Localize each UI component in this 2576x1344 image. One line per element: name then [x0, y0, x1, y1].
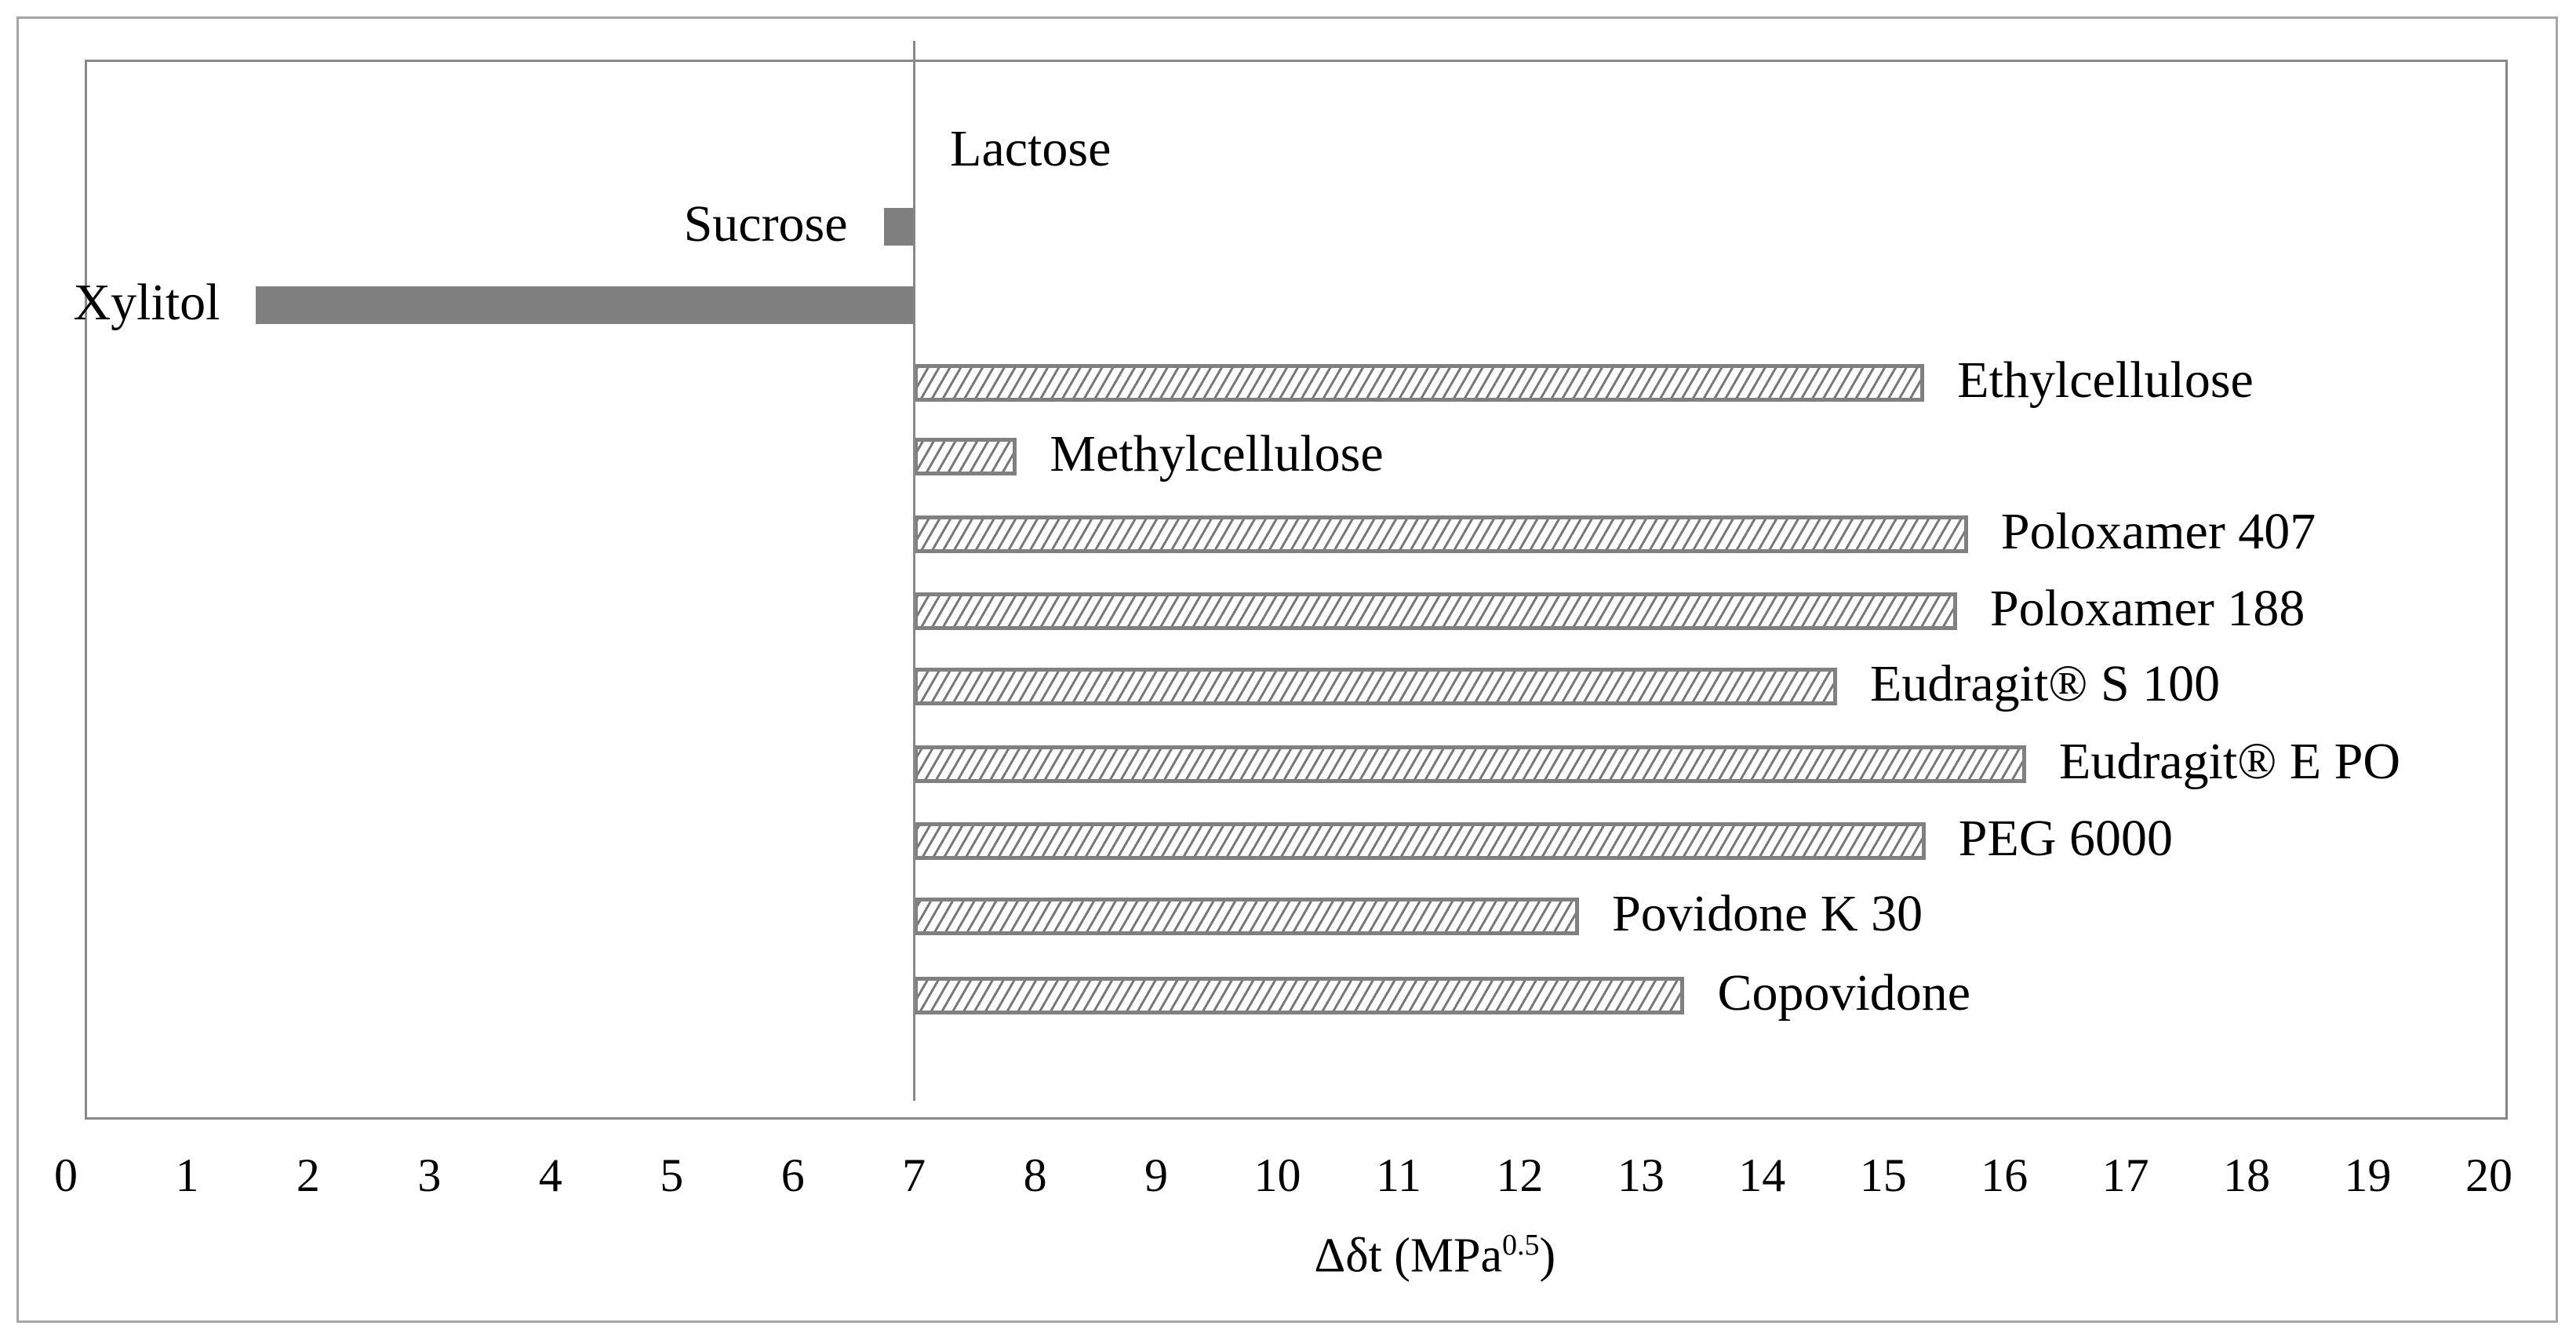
- x-tick-label: 12: [1496, 1149, 1544, 1201]
- x-tick-label: 4: [538, 1149, 562, 1201]
- x-tick-label: 20: [2465, 1149, 2512, 1201]
- bar-xylitol: [256, 286, 914, 324]
- bar-label: Methylcellulose: [1050, 425, 1384, 483]
- x-tick-label: 2: [296, 1149, 320, 1201]
- bar-label: Poloxamer 188: [1989, 579, 2305, 637]
- x-tick-label: 14: [1738, 1149, 1786, 1201]
- bar-ethylcellulose: [914, 364, 1924, 402]
- x-tick-label: 19: [2344, 1149, 2392, 1201]
- bar-eudragit-s-100: [914, 668, 1837, 705]
- bar-label: Xylitol: [73, 274, 220, 332]
- bar-label: Copovidone: [1717, 963, 1971, 1022]
- x-tick-label: 10: [1253, 1149, 1301, 1201]
- x-axis-label: Δδt (MPa$^{0.5}$): [1314, 1229, 1556, 1283]
- bar-poloxamer-188: [914, 592, 1957, 630]
- x-tick-label: 6: [780, 1149, 805, 1201]
- x-tick-label: 11: [1376, 1149, 1421, 1201]
- x-tick-label: 17: [2101, 1149, 2149, 1201]
- x-tick-label: 5: [660, 1149, 684, 1201]
- bar-label: Poloxamer 407: [2000, 502, 2316, 560]
- bar-peg-6000: [914, 822, 1926, 860]
- x-tick-label: 1: [175, 1149, 199, 1201]
- bar-label: Eudragit® S 100: [1870, 655, 2221, 713]
- bar-label: Eudragit® E PO: [2059, 732, 2401, 790]
- baseline-axis: [913, 41, 915, 1101]
- bar-label: Ethylcellulose: [1957, 351, 2254, 409]
- bar-label: Povidone K 30: [1612, 885, 1923, 943]
- bar-poloxamer-407: [914, 515, 1968, 553]
- bar-sucrose: [884, 208, 915, 246]
- bar-povidone-k-30: [914, 898, 1579, 935]
- x-tick-label: 9: [1144, 1149, 1169, 1201]
- bar-eudragit-e-po: [914, 745, 2026, 783]
- bar-label: Sucrose: [683, 195, 848, 253]
- bar-copovidone: [914, 977, 1684, 1014]
- bar-methylcellulose: [914, 438, 1017, 475]
- bar-label: PEG 6000: [1958, 810, 2173, 868]
- x-tick-label: 8: [1023, 1149, 1047, 1201]
- x-tick-label: 16: [1981, 1149, 2028, 1201]
- x-tick-label: 0: [54, 1149, 78, 1201]
- bar-label: Lactose: [950, 119, 1112, 177]
- x-tick-label: 13: [1617, 1149, 1665, 1201]
- x-tick-label: 7: [902, 1149, 926, 1201]
- x-tick-label: 18: [2223, 1149, 2271, 1201]
- x-tick-label: 15: [1859, 1149, 1907, 1201]
- x-tick-label: 3: [417, 1149, 442, 1201]
